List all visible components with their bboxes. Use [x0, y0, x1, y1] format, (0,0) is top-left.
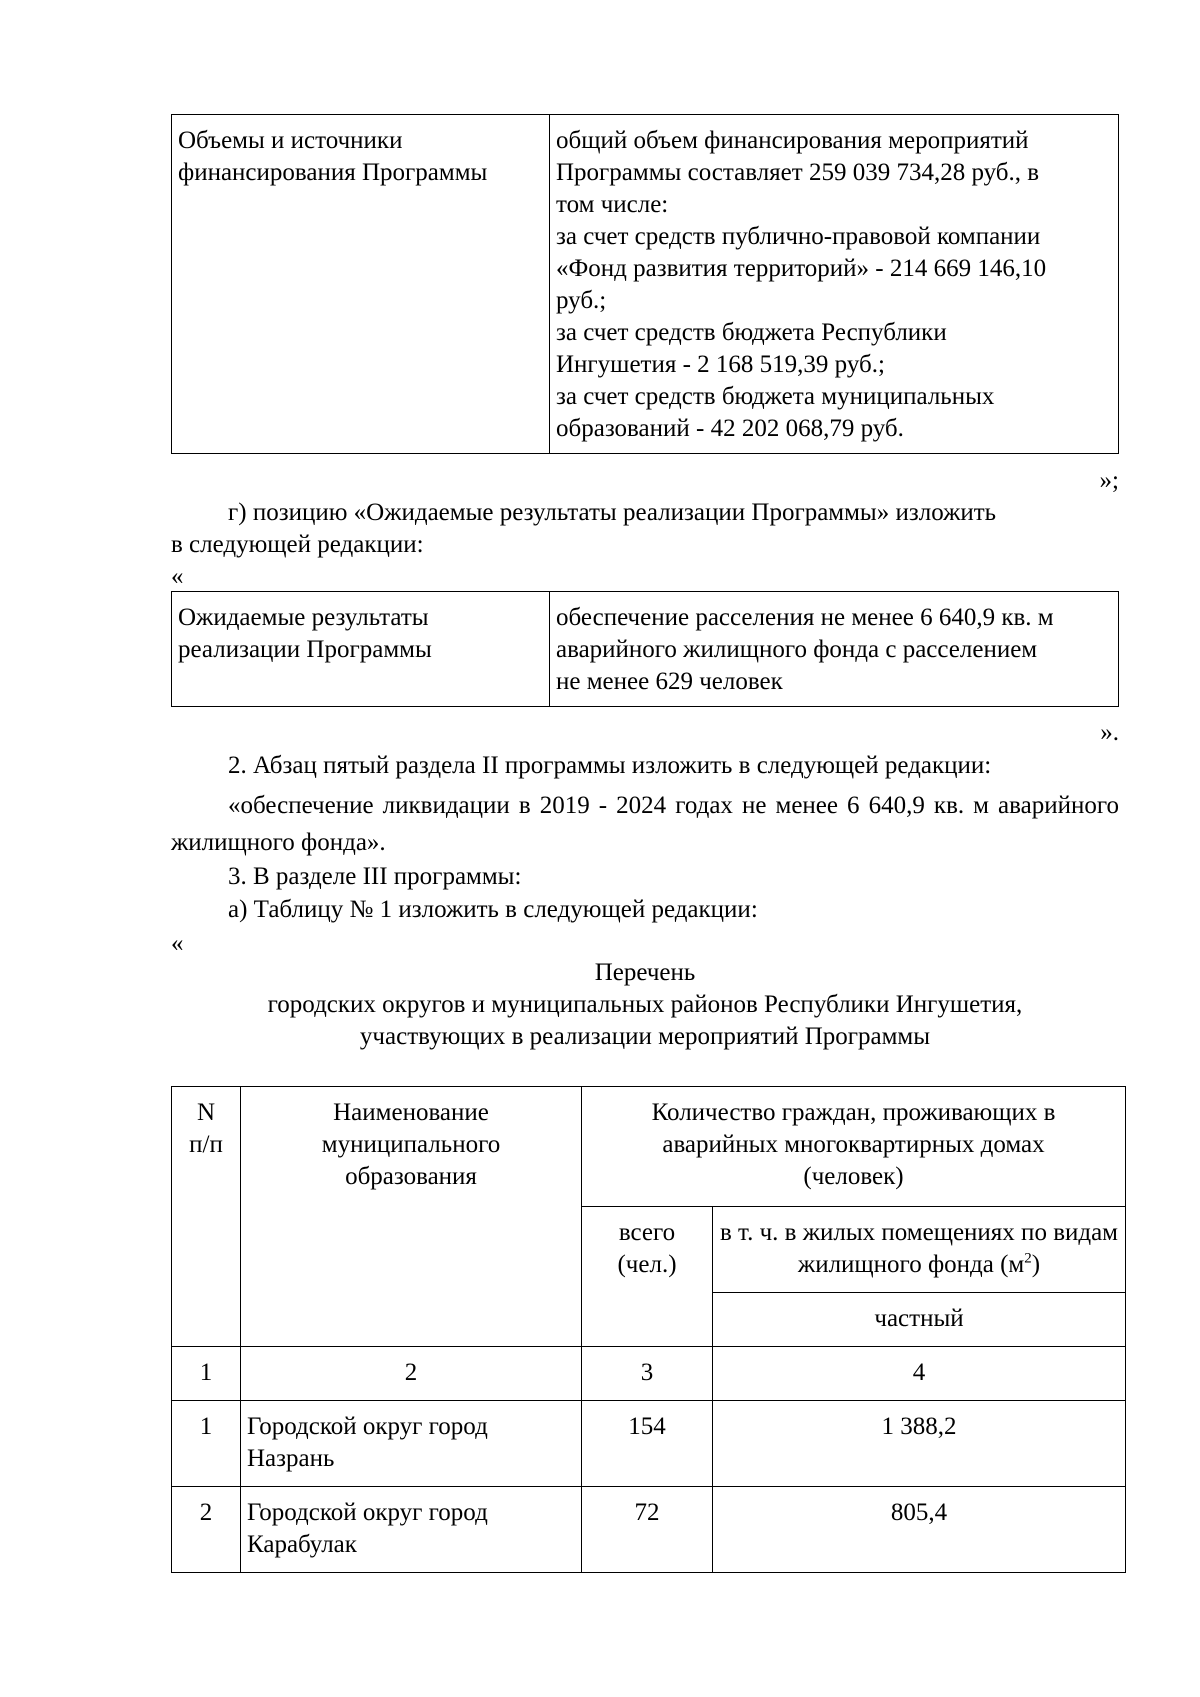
header-total-line: (чел.) — [617, 1251, 677, 1278]
paragraph-g-line2: в следующей редакции: — [171, 531, 424, 558]
results-line: аварийного жилищного фонда с расселением — [556, 636, 1038, 663]
row-total: 154 — [582, 1401, 713, 1487]
funding-line: Программы составляет 259 039 734,28 руб., в — [556, 159, 1040, 186]
row-name: Городской округ город Назрань — [241, 1401, 582, 1487]
row-number: 2 — [172, 1487, 241, 1573]
row-name: Городской округ город Карабулак — [241, 1487, 582, 1573]
header-area-text: в т. ч. в жилых помещениях по видам жилищного фонда (м — [719, 1219, 1119, 1278]
funding-label-cell — [172, 115, 550, 454]
funding-line: образований - 42 202 068,79 руб. — [556, 415, 904, 442]
funding-line: Ингушетия - 2 168 519,39 руб.; — [556, 351, 885, 378]
header-number — [172, 1087, 241, 1347]
funding-label: Объемы и источники финансирования Программы — [178, 127, 488, 186]
results-label-cell — [172, 592, 550, 707]
col-number-cell: 2 — [241, 1347, 582, 1401]
paragraph-2: 2. Абзац пятый раздела II программы изложить в следующей редакции: — [228, 752, 992, 779]
table-row — [172, 1487, 1126, 1573]
table-row — [172, 592, 1119, 707]
list-title — [171, 957, 1119, 1053]
funding-table — [171, 114, 1119, 454]
row-total: 72 — [582, 1487, 713, 1573]
paragraph-g-line1: г) позицию «Ожидаемые результаты реализации Программы» изложить — [228, 499, 997, 526]
col-number-cell: 1 — [172, 1347, 241, 1401]
table-row — [172, 1347, 1126, 1401]
municipal-table — [171, 1086, 1126, 1573]
opening-quote: « — [171, 930, 184, 957]
header-area — [713, 1207, 1126, 1293]
results-line: обеспечение расселения не менее 6 640,9 кв. м — [556, 604, 1054, 631]
header-quantity-text: Количество граждан, проживающих в аварийных многоквартирных домах (человек) — [651, 1099, 1056, 1190]
funding-line: за счет средств бюджета Республики — [556, 319, 947, 346]
header-number-line: N — [196, 1099, 216, 1126]
table-header-row — [172, 1087, 1126, 1207]
results-value-cell — [550, 592, 1119, 707]
results-table — [171, 591, 1119, 707]
results-label-line: реализации Программы — [178, 636, 432, 663]
header-area-sup: 2 — [1024, 1250, 1032, 1267]
list-title-line: участвующих в реализации мероприятий Программы — [359, 1023, 931, 1050]
opening-quote: « — [171, 563, 184, 590]
header-total-line: всего — [618, 1219, 676, 1246]
row-private: 1 388,2 — [713, 1401, 1126, 1487]
paragraph-3a: а) Таблицу № 1 изложить в следующей редакции: — [228, 896, 758, 923]
paragraph-2-quote: «обеспечение ликвидации в 2019 - 2024 годах не менее 6 640,9 кв. м аварийного жилищного фонда». — [171, 792, 1119, 856]
paragraph-3: 3. В разделе III программы: — [228, 863, 522, 890]
table-row — [172, 1401, 1126, 1487]
closing-quote: »; — [1099, 467, 1119, 494]
row-private: 805,4 — [713, 1487, 1126, 1573]
list-title-line: городских округов и муниципальных районов Республики Ингушетия, — [267, 991, 1023, 1018]
results-label-line: Ожидаемые результаты — [178, 604, 429, 631]
header-private: частный — [713, 1293, 1126, 1347]
header-area-end: ) — [1031, 1251, 1041, 1278]
closing-quote: ». — [1100, 719, 1119, 746]
header-name-text: Наименование муниципального образования — [321, 1099, 501, 1190]
col-number-cell: 3 — [582, 1347, 713, 1401]
col-number-cell: 4 — [713, 1347, 1126, 1401]
header-name — [241, 1087, 582, 1347]
funding-line: «Фонд развития территорий» - 214 669 146,10 — [556, 255, 1047, 282]
funding-line: том числе: — [556, 191, 669, 218]
funding-line: за счет средств бюджета муниципальных — [556, 383, 995, 410]
header-number-line: п/п — [189, 1131, 223, 1158]
header-total — [582, 1207, 713, 1347]
funding-value-cell — [550, 115, 1119, 454]
list-title-line: Перечень — [594, 959, 696, 986]
table-row — [172, 115, 1119, 454]
funding-line: за счет средств публично-правовой компании — [556, 223, 1041, 250]
row-number: 1 — [172, 1401, 241, 1487]
results-line: не менее 629 человек — [556, 668, 783, 695]
funding-line: общий объем финансирования мероприятий — [556, 127, 1029, 154]
header-quantity — [582, 1087, 1126, 1207]
funding-line: руб.; — [556, 287, 607, 314]
